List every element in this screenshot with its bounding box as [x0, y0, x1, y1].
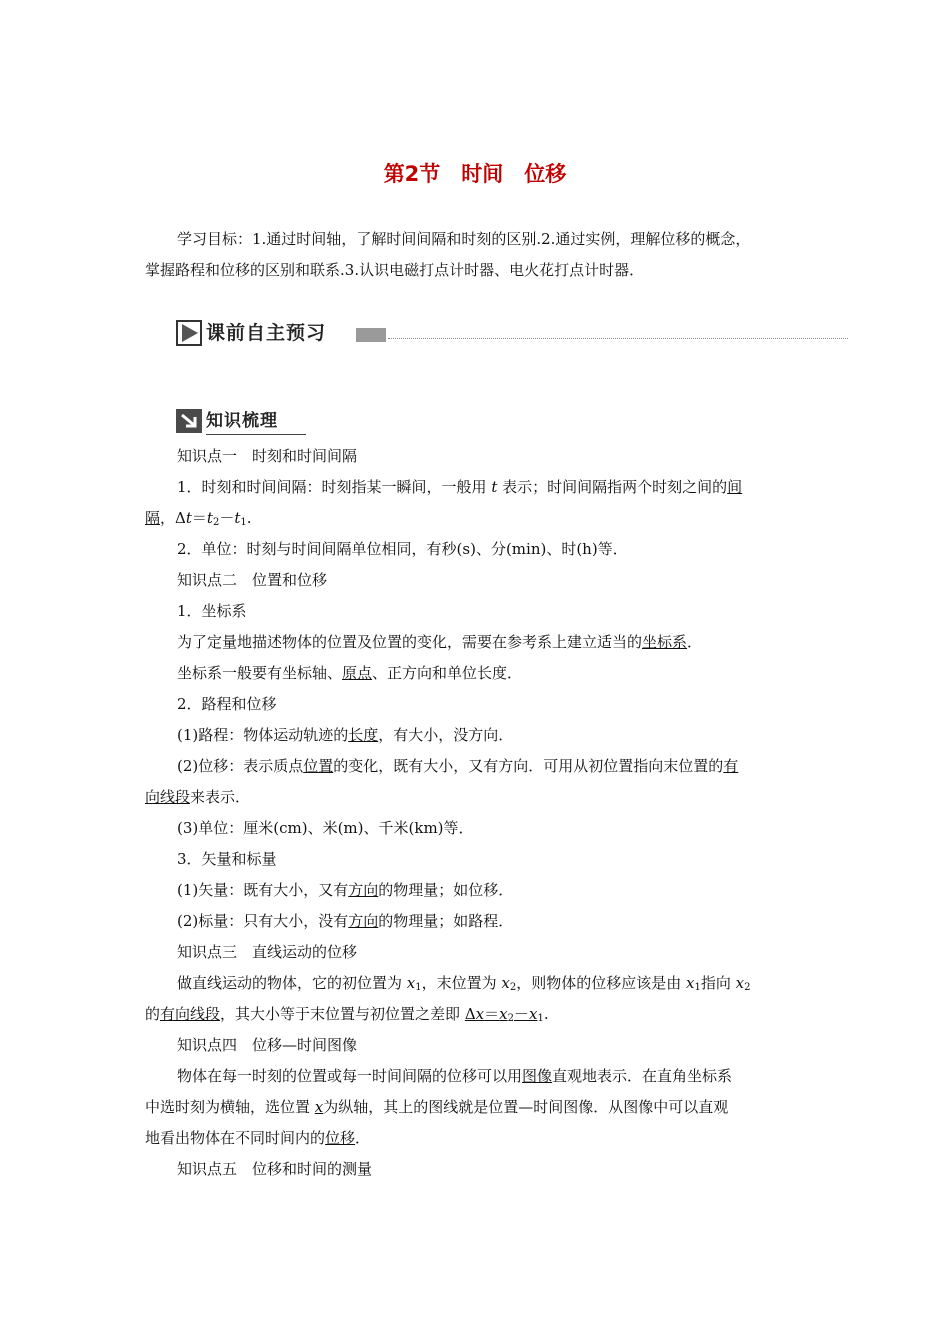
k1-heading: 知识点一 时刻和时间间隔 — [177, 447, 358, 465]
arrow-down-right-icon — [176, 409, 202, 433]
k1-unit: 2．单位：时刻与时间间隔单位相同，有秒(s)、分(min)、时(h)等． — [177, 540, 628, 558]
k2-vector: (1)矢量：既有大小，又有方向的物理量；如位移． — [177, 881, 514, 899]
k4-heading: 知识点四 位移—时间图像 — [177, 1036, 358, 1054]
k5-heading: 知识点五 位移和时间的测量 — [177, 1160, 373, 1178]
objectives-line-2: 掌握路程和位移的区别和联系.3.认识电磁打点计时器、电火花打点计时器． — [145, 261, 645, 279]
objectives-line-1: 学习目标：1.通过时间轴，了解时间间隔和时刻的区别.2.通过实例，理解位移的概念， — [177, 230, 751, 248]
k2-p3: (3)单位：厘米(cm)、米(m)、千米(km)等． — [177, 819, 474, 837]
play-arrow-icon — [176, 320, 202, 346]
k2-s1: 1．坐标系 — [177, 602, 247, 620]
page-title: 第2节 时间 位移 — [383, 162, 567, 186]
k1-line-1: 1．时刻和时间间隔：时刻指某一瞬间，一般用 t 表示；时间间隔指两个时刻之间的间 — [177, 478, 743, 496]
k2-heading: 知识点二 位置和位移 — [177, 571, 328, 589]
section-banner — [176, 320, 848, 346]
k2-s1a: 为了定量地描述物体的位置及位置的变化，需要在参考系上建立适当的坐标系． — [177, 633, 703, 651]
k2-s2: 2．路程和位移 — [177, 695, 277, 713]
k3-heading: 知识点三 直线运动的位移 — [177, 943, 358, 961]
k2-p2-cont: 向线段来表示． — [145, 788, 251, 806]
k3-line-2: 的有向线段，其大小等于末位置与初位置之差即 $\Delta x=x_2-x_1$. — [145, 1005, 549, 1024]
sub-banner — [176, 408, 306, 434]
banner-decoration-block — [356, 328, 386, 342]
k2-p2: (2)位移：表示质点位置的变化，既有大小，又有方向．可用从初位置指向末位置的有 — [177, 757, 739, 775]
banner-dotted-rule — [388, 338, 848, 339]
section-banner-title: 课前自主预习 — [206, 322, 327, 344]
k4-line-2: 中选时刻为横轴，选位置 x为纵轴，其上的图线就是位置—时间图像．从图像中可以直观 — [145, 1098, 729, 1116]
k4-line-1: 物体在每一时刻的位置或每一时间间隔的位移可以用图像直观地表示．在直角坐标系 — [177, 1067, 733, 1085]
k2-s1b: 坐标系一般要有坐标轴、原点、正方向和单位长度． — [177, 664, 523, 682]
sub-banner-title: 知识梳理 — [206, 411, 278, 431]
learning-objectives — [145, 224, 807, 286]
k4-line-3: 地看出物体在不同时间内的位移． — [145, 1129, 371, 1147]
k1-line-2: 隔，$\Delta t=t_2-t_1$. — [145, 509, 252, 528]
knowledge-content — [145, 441, 807, 1185]
k3-line-1: 做直线运动的物体，它的初位置为 $x_1$，末位置为 $x_2$，则物体的位移应该是由 $x_1$指向 $x_2$ — [177, 974, 751, 993]
k2-scalar: (2)标量：只有大小，没有方向的物理量；如路程． — [177, 912, 514, 930]
k2-p1: (1)路程：物体运动轨迹的长度，有大小，没方向． — [177, 726, 514, 744]
k2-s3: 3．矢量和标量 — [177, 850, 277, 868]
sub-banner-underline — [206, 434, 306, 435]
